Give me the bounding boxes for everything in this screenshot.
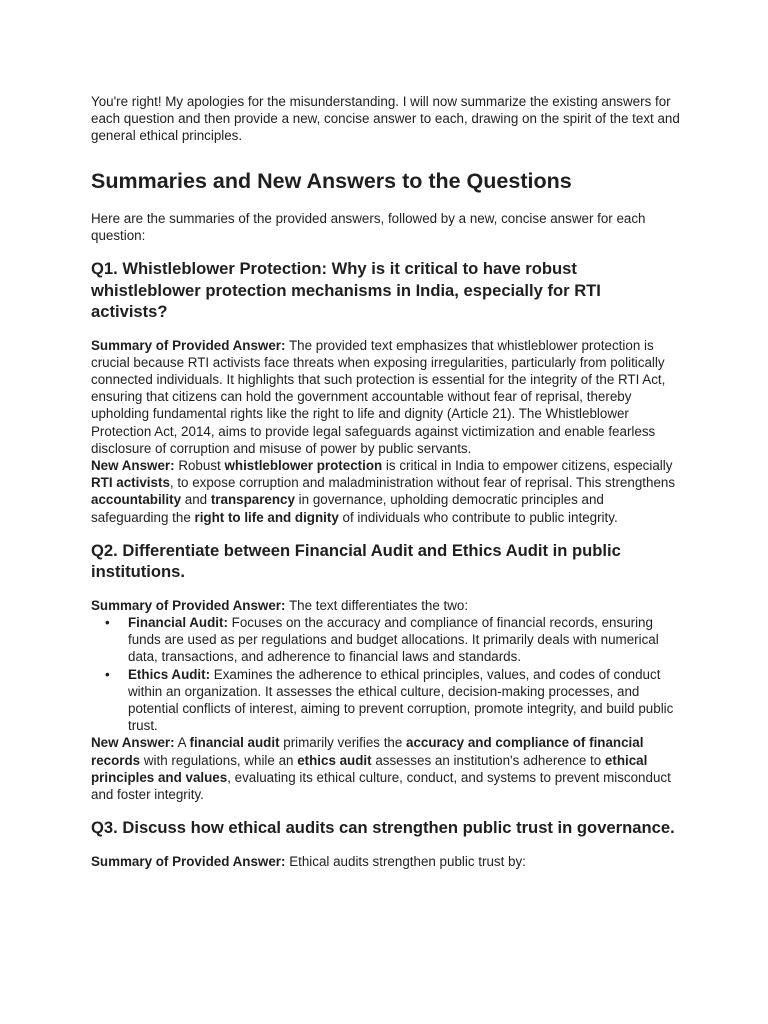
- q1-summary-label: Summary of Provided Answer:: [91, 337, 286, 353]
- bullet-icon: •: [105, 666, 110, 682]
- q1-new-text-1: Robust: [174, 457, 225, 473]
- q1-new-text-5: in governance, upholding democratic principles and safeguarding the: [91, 492, 604, 525]
- bullet-text: Examines the adherence to ethical principles, values, and codes of conduct within an organization. It assesses the ethical culture, decision-making processes, and potential conflicts of interest, aiming to prevent corruption, promote integrity, and build public trust.: [128, 666, 674, 734]
- q3-heading: Q3. Discuss how ethical audits can strengthen public trust in governance.: [91, 818, 675, 838]
- q2-new-bold-3: ethics audit: [297, 752, 372, 768]
- q1-summary: [91, 337, 681, 457]
- q1-summary-text: The provided text emphasizes that whistleblower protection is crucial because RTI activists face threats when exposing irregularities, particularly from politically connected individuals. It highlights that such protection is essential for the integrity of the RTI Act, ensuring that citizens can hold the government accountable without fear of reprisal, thereby upholding fundamental rights like the right to life and dignity (Article 21). The Whistleblower Protection Act, 2014, aims to provide legal safeguards against victimization and enable fearless disclosure of corruption and misuse of power by public servants.: [91, 337, 666, 456]
- list-item: [91, 614, 681, 666]
- q1-heading: Q1. Whistleblower Protection: Why is it critical to have robust whistleblower protection mechanisms in India, especially for RTI activists?: [91, 259, 601, 322]
- bullet-icon: •: [105, 614, 110, 630]
- q2-new-text-4: assesses an institution's adherence to: [371, 752, 605, 768]
- q2-new-text-2: primarily verifies the: [279, 735, 407, 751]
- bullet-text: Focuses on the accuracy and compliance of financial records, ensuring funds are used as per regulations and budget allocations. It primarily deals with numerical data, transactions, and adherence to financial laws and standards.: [128, 614, 659, 665]
- q2-bullet-list: [91, 614, 681, 734]
- q1-new-text-4: and: [181, 492, 211, 508]
- q2-summary-label: Summary of Provided Answer:: [91, 597, 286, 613]
- q3-summary-label: Summary of Provided Answer:: [91, 853, 286, 869]
- q2-new-bold-4: ethical principles and values: [91, 752, 648, 785]
- q1-section: [91, 337, 681, 526]
- q2-new-answer-label: New Answer:: [91, 735, 175, 751]
- q1-new-bold-1: whistleblower protection: [224, 457, 383, 473]
- bullet-label: Financial Audit:: [128, 614, 228, 630]
- q2-new-text-1: A: [174, 735, 190, 751]
- q1-new-text-6: of individuals who contribute to public integrity.: [338, 509, 618, 525]
- bullet-label: Ethics Audit:: [128, 666, 211, 682]
- q1-new-bold-4: transparency: [210, 492, 295, 508]
- q2-summary: [91, 597, 681, 614]
- document-title: Summaries and New Answers to the Questions: [91, 168, 572, 193]
- q2-new-text-3: with regulations, while an: [140, 752, 298, 768]
- q1-new-text-3: , to expose corruption and maladministration without fear of reprisal. This strengthens: [169, 475, 676, 491]
- q1-new-answer: [91, 457, 681, 526]
- q2-heading: Q2. Differentiate between Financial Audit and Ethics Audit in public institutions.: [91, 540, 621, 582]
- q1-new-bold-3: accountability: [91, 492, 182, 508]
- q1-new-text-2: is critical in India to empower citizens, especially: [382, 457, 673, 473]
- q3-section: [91, 853, 681, 870]
- q3-summary: [91, 853, 681, 870]
- lead-paragraph: Here are the summaries of the provided answers, followed by a new, concise answer for each question:: [91, 210, 646, 243]
- q2-new-text-5: , evaluating its ethical culture, conduct, and systems to prevent misconduct and foster integrity.: [91, 769, 671, 802]
- q1-new-bold-2: RTI activists: [91, 475, 170, 491]
- document-page: [91, 93, 681, 884]
- q2-new-bold-2: accuracy and compliance of financial records: [91, 735, 644, 768]
- q1-new-answer-label: New Answer:: [91, 457, 175, 473]
- q2-section: [91, 597, 681, 803]
- q2-new-bold-1: financial audit: [189, 735, 280, 751]
- list-item: [91, 666, 681, 735]
- q2-summary-text: The text differentiates the two:: [285, 597, 469, 613]
- q1-new-bold-5: right to life and dignity: [194, 509, 339, 525]
- q2-new-answer: [91, 734, 681, 803]
- q3-summary-text: Ethical audits strengthen public trust by:: [285, 853, 526, 869]
- intro-paragraph: You're right! My apologies for the misunderstanding. I will now summarize the existing answers for each question and then provide a new, concise answer to each, drawing on the spirit of the text and general ethical principles.: [91, 94, 680, 144]
